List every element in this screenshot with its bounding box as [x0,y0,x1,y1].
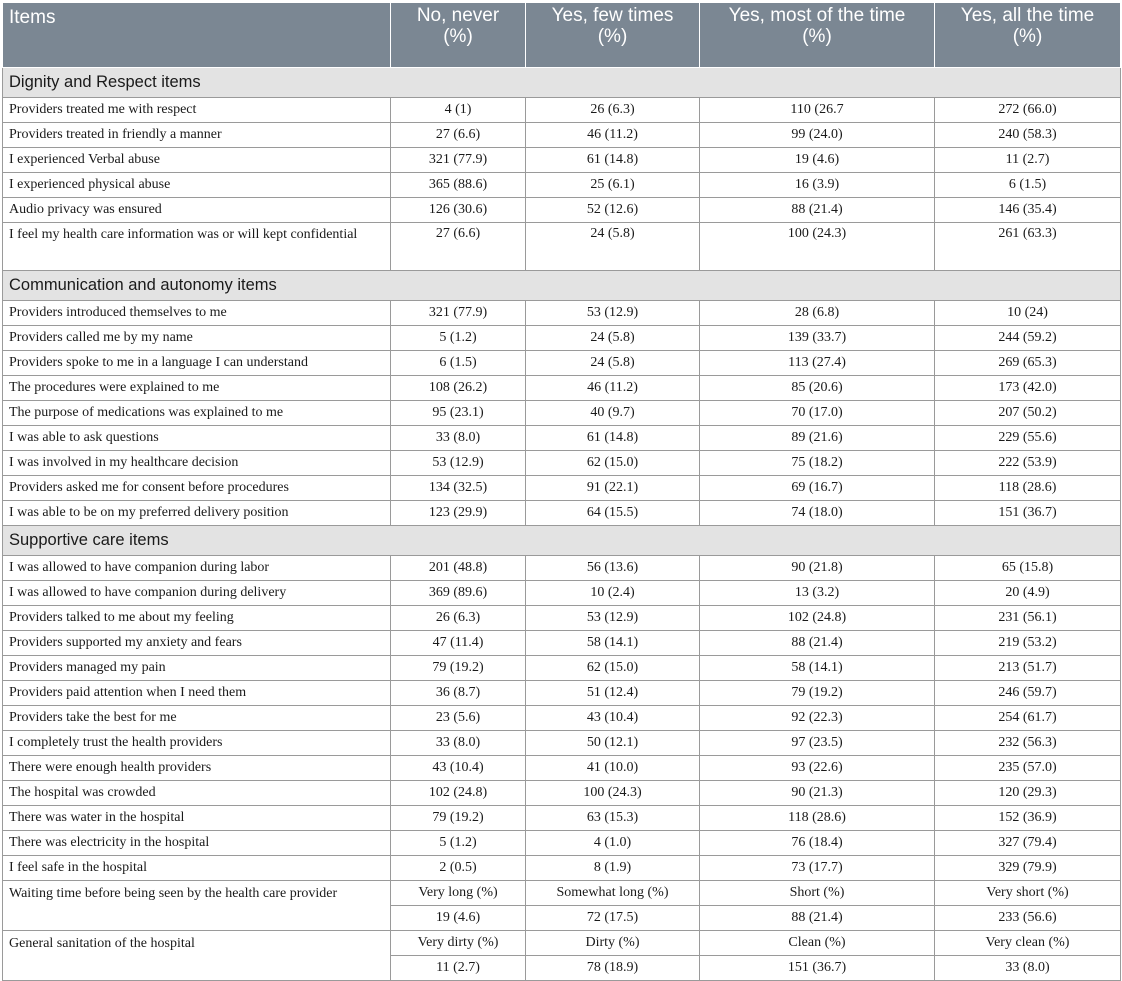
value-cell: 52 (12.6) [526,198,700,223]
item-label: Providers called me by my name [3,326,391,351]
value-cell: 4 (1.0) [526,831,700,856]
value-cell: 27 (6.6) [391,123,526,148]
item-label: The procedures were explained to me [3,376,391,401]
sanitation-item-label: General sanitation of the hospital [3,931,391,981]
waiting-value-cell: 19 (4.6) [391,906,526,931]
table-row [3,681,1121,706]
value-cell: 13 (3.2) [700,581,935,606]
table-row [3,756,1121,781]
item-label: Providers introduced themselves to me [3,301,391,326]
value-cell: 28 (6.8) [700,301,935,326]
header-all-time: Yes, all the time (%) [935,3,1121,68]
value-cell: 321 (77.9) [391,301,526,326]
waiting-value-cell: 233 (56.6) [935,906,1121,931]
value-cell: 26 (6.3) [391,606,526,631]
sanitation-value-cell: 78 (18.9) [526,956,700,981]
item-label: Providers treated in friendly a manner [3,123,391,148]
waiting-item-label: Waiting time before being seen by the health care provider [3,881,391,931]
value-cell: 139 (33.7) [700,326,935,351]
sanitation-value-cell: 11 (2.7) [391,956,526,981]
value-cell: 79 (19.2) [391,806,526,831]
value-cell: 100 (24.3) [700,223,935,271]
waiting-labels-row [3,881,1121,906]
value-cell: 64 (15.5) [526,501,700,526]
value-cell: 24 (5.8) [526,351,700,376]
value-cell: 76 (18.4) [700,831,935,856]
value-cell: 244 (59.2) [935,326,1121,351]
value-cell: 27 (6.6) [391,223,526,271]
table-row [3,148,1121,173]
section-title: Communication and autonomy items [3,271,1121,301]
header-items: Items [3,3,391,68]
section-header-row [3,68,1121,98]
value-cell: 327 (79.4) [935,831,1121,856]
value-cell: 152 (36.9) [935,806,1121,831]
table-row [3,376,1121,401]
table-row [3,806,1121,831]
table-row [3,831,1121,856]
waiting-category-label: Short (%) [700,881,935,906]
value-cell: 99 (24.0) [700,123,935,148]
table-row [3,326,1121,351]
value-cell: 53 (12.9) [526,606,700,631]
table-row [3,476,1121,501]
value-cell: 20 (4.9) [935,581,1121,606]
value-cell: 10 (2.4) [526,581,700,606]
table-row [3,351,1121,376]
table-row [3,656,1121,681]
value-cell: 91 (22.1) [526,476,700,501]
table-header [3,3,1121,68]
value-cell: 51 (12.4) [526,681,700,706]
item-label: Providers asked me for consent before procedures [3,476,391,501]
item-label: Providers spoke to me in a language I can understand [3,351,391,376]
section-title: Supportive care items [3,526,1121,556]
item-label: There were enough health providers [3,756,391,781]
value-cell: 118 (28.6) [700,806,935,831]
value-cell: 43 (10.4) [526,706,700,731]
value-cell: 63 (15.3) [526,806,700,831]
value-cell: 229 (55.6) [935,426,1121,451]
table-row [3,706,1121,731]
value-cell: 219 (53.2) [935,631,1121,656]
value-cell: 90 (21.8) [700,556,935,581]
item-label: The hospital was crowded [3,781,391,806]
item-label: I was allowed to have companion during delivery [3,581,391,606]
item-label: I feel my health care information was or will kept confidential [3,223,391,271]
value-cell: 23 (5.6) [391,706,526,731]
value-cell: 53 (12.9) [526,301,700,326]
value-cell: 58 (14.1) [526,631,700,656]
table-row [3,223,1121,271]
table-row [3,581,1121,606]
value-cell: 113 (27.4) [700,351,935,376]
value-cell: 2 (0.5) [391,856,526,881]
sanitation-category-label: Dirty (%) [526,931,700,956]
table-row [3,556,1121,581]
table-row [3,401,1121,426]
table-row [3,173,1121,198]
value-cell: 74 (18.0) [700,501,935,526]
value-cell: 75 (18.2) [700,451,935,476]
item-label: I feel safe in the hospital [3,856,391,881]
value-cell: 43 (10.4) [391,756,526,781]
item-label: Providers treated me with respect [3,98,391,123]
value-cell: 120 (29.3) [935,781,1121,806]
value-cell: 246 (59.7) [935,681,1121,706]
table-body [3,68,1121,981]
item-label: I was able to be on my preferred delivery position [3,501,391,526]
value-cell: 151 (36.7) [935,501,1121,526]
sanitation-value-cell: 33 (8.0) [935,956,1121,981]
value-cell: 118 (28.6) [935,476,1121,501]
value-cell: 134 (32.5) [391,476,526,501]
table-row [3,856,1121,881]
sanitation-labels-row [3,931,1121,956]
value-cell: 329 (79.9) [935,856,1121,881]
item-label: I completely trust the health providers [3,731,391,756]
sanitation-category-label: Clean (%) [700,931,935,956]
value-cell: 110 (26.7 [700,98,935,123]
value-cell: 73 (17.7) [700,856,935,881]
value-cell: 53 (12.9) [391,451,526,476]
value-cell: 5 (1.2) [391,831,526,856]
value-cell: 61 (14.8) [526,426,700,451]
table-row [3,198,1121,223]
sanitation-category-label: Very clean (%) [935,931,1121,956]
value-cell: 231 (56.1) [935,606,1121,631]
section-header-row [3,271,1121,301]
value-cell: 79 (19.2) [700,681,935,706]
value-cell: 261 (63.3) [935,223,1121,271]
value-cell: 102 (24.8) [700,606,935,631]
value-cell: 201 (48.8) [391,556,526,581]
header-few-times: Yes, few times (%) [526,3,700,68]
header-no-never: No, never (%) [391,3,526,68]
value-cell: 254 (61.7) [935,706,1121,731]
item-label: Audio privacy was ensured [3,198,391,223]
value-cell: 240 (58.3) [935,123,1121,148]
value-cell: 24 (5.8) [526,223,700,271]
item-label: I was able to ask questions [3,426,391,451]
value-cell: 24 (5.8) [526,326,700,351]
value-cell: 26 (6.3) [526,98,700,123]
value-cell: 41 (10.0) [526,756,700,781]
value-cell: 235 (57.0) [935,756,1121,781]
value-cell: 25 (6.1) [526,173,700,198]
value-cell: 62 (15.0) [526,451,700,476]
value-cell: 50 (12.1) [526,731,700,756]
value-cell: 6 (1.5) [935,173,1121,198]
table-row [3,631,1121,656]
value-cell: 269 (65.3) [935,351,1121,376]
item-label: There was water in the hospital [3,806,391,831]
waiting-category-label: Very short (%) [935,881,1121,906]
item-label: Providers paid attention when I need them [3,681,391,706]
item-label: I experienced physical abuse [3,173,391,198]
value-cell: 365 (88.6) [391,173,526,198]
value-cell: 213 (51.7) [935,656,1121,681]
table-row [3,731,1121,756]
value-cell: 93 (22.6) [700,756,935,781]
value-cell: 89 (21.6) [700,426,935,451]
table-row [3,606,1121,631]
waiting-value-cell: 88 (21.4) [700,906,935,931]
value-cell: 16 (3.9) [700,173,935,198]
item-label: I was involved in my healthcare decision [3,451,391,476]
value-cell: 272 (66.0) [935,98,1121,123]
results-table [2,2,1121,981]
table-row [3,451,1121,476]
item-label: There was electricity in the hospital [3,831,391,856]
table-row [3,123,1121,148]
value-cell: 5 (1.2) [391,326,526,351]
value-cell: 222 (53.9) [935,451,1121,476]
value-cell: 10 (24) [935,301,1121,326]
value-cell: 19 (4.6) [700,148,935,173]
value-cell: 123 (29.9) [391,501,526,526]
section-title: Dignity and Respect items [3,68,1121,98]
table-row [3,301,1121,326]
table-row [3,501,1121,526]
value-cell: 108 (26.2) [391,376,526,401]
item-label: I experienced Verbal abuse [3,148,391,173]
value-cell: 56 (13.6) [526,556,700,581]
value-cell: 69 (16.7) [700,476,935,501]
item-label: Providers take the best for me [3,706,391,731]
table-row [3,426,1121,451]
value-cell: 36 (8.7) [391,681,526,706]
header-most-time: Yes, most of the time (%) [700,3,935,68]
item-label: The purpose of medications was explained to me [3,401,391,426]
waiting-category-label: Somewhat long (%) [526,881,700,906]
item-label: I was allowed to have companion during labor [3,556,391,581]
value-cell: 65 (15.8) [935,556,1121,581]
value-cell: 207 (50.2) [935,401,1121,426]
value-cell: 11 (2.7) [935,148,1121,173]
value-cell: 58 (14.1) [700,656,935,681]
value-cell: 90 (21.3) [700,781,935,806]
waiting-value-cell: 72 (17.5) [526,906,700,931]
value-cell: 46 (11.2) [526,123,700,148]
value-cell: 47 (11.4) [391,631,526,656]
value-cell: 79 (19.2) [391,656,526,681]
value-cell: 100 (24.3) [526,781,700,806]
value-cell: 33 (8.0) [391,731,526,756]
value-cell: 369 (89.6) [391,581,526,606]
value-cell: 126 (30.6) [391,198,526,223]
item-label: Providers talked to me about my feeling [3,606,391,631]
waiting-category-label: Very long (%) [391,881,526,906]
value-cell: 33 (8.0) [391,426,526,451]
value-cell: 92 (22.3) [700,706,935,731]
section-header-row [3,526,1121,556]
value-cell: 4 (1) [391,98,526,123]
value-cell: 6 (1.5) [391,351,526,376]
value-cell: 70 (17.0) [700,401,935,426]
value-cell: 102 (24.8) [391,781,526,806]
value-cell: 8 (1.9) [526,856,700,881]
item-label: Providers managed my pain [3,656,391,681]
value-cell: 61 (14.8) [526,148,700,173]
item-label: Providers supported my anxiety and fears [3,631,391,656]
value-cell: 46 (11.2) [526,376,700,401]
value-cell: 232 (56.3) [935,731,1121,756]
value-cell: 88 (21.4) [700,631,935,656]
value-cell: 88 (21.4) [700,198,935,223]
table-row [3,781,1121,806]
value-cell: 97 (23.5) [700,731,935,756]
value-cell: 95 (23.1) [391,401,526,426]
value-cell: 173 (42.0) [935,376,1121,401]
sanitation-value-cell: 151 (36.7) [700,956,935,981]
table-row [3,98,1121,123]
value-cell: 40 (9.7) [526,401,700,426]
value-cell: 146 (35.4) [935,198,1121,223]
value-cell: 321 (77.9) [391,148,526,173]
sanitation-category-label: Very dirty (%) [391,931,526,956]
value-cell: 62 (15.0) [526,656,700,681]
value-cell: 85 (20.6) [700,376,935,401]
